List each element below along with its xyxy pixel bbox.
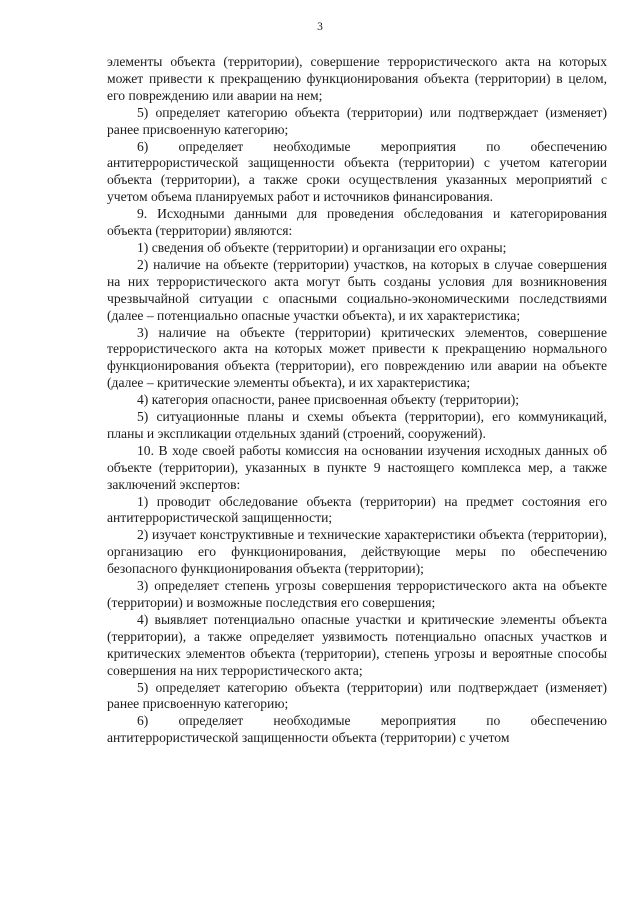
list-item-6-measures: 6) определяет необходимые мероприятия по обеспечению антитеррористической защищенности объекта (территории) с учетом категории объекта (территории), а также сроки осуществления указанных мероприятий с учетом объема планируемых работ и источников финансирования.	[107, 138, 607, 205]
clause-10-item-3: 3) определяет степень угрозы совершения террористического акта на объекте (территории) и возможные последствия его совершения;	[107, 578, 607, 610]
clause-9-item-3: 3) наличие на объекте (территории) критических элементов, совершение террористического акта на которых может привести к прекращению нормального функционирования объекта (территории), его повреждению или аварии на объекте (далее – критические элементы объекта), и их характеристика;	[107, 324, 607, 391]
clause-9-item-5: 5) ситуационные планы и схемы объекта (территории), его коммуникаций, планы и экспликации отдельных зданий (строений, сооружений).	[107, 409, 607, 441]
clause-9-item-1: 1) сведения об объекте (территории) и организации его охраны;	[137, 239, 507, 255]
clause-9-item-2: 2) наличие на объекте (территории) участков, на которых в случае совершения на них террористического акта могут быть созданы условия для возникновения чрезвычайной ситуации с опасными социально-экономическими последствиями (далее – потенциально опасные участки объекта), и их характеристика;	[107, 256, 607, 323]
clause-10-item-1: 1) проводит обследование объекта (территории) на предмет состояния его антитеррористической защищенности;	[107, 493, 607, 526]
clause-10-intro: 10. В ходе своей работы комиссия на основании изучения исходных данных об объекте (территории), указанных в пункте 9 настоящего комплекса мер, а также заключений экспертов:	[107, 442, 607, 492]
clause-10-item-6: 6) определяет необходимые мероприятия по обеспечению антитеррористической защищенности объекта (территории) с учетом	[107, 713, 607, 746]
clause-10-item-4: 4) выявляет потенциально опасные участки и критические элементы объекта (территории), а также определяет уязвимость потенциально опасных участков и критических элементов объекта (территории), степень угрозы и вероятные способы совершения на них террористического акта;	[107, 611, 607, 678]
paragraph-continuation: элементы объекта (территории), совершение террористического акта на которых может привести к прекращению функционирования объекта (территории) в целом, его повреждению или аварии на нем;	[107, 54, 607, 103]
clause-10-item-2: 2) изучает конструктивные и технические характеристики объекта (территории), организацию его функционирования, действующие меры по обеспечению безопасного функционирования объекта (территории);	[107, 527, 607, 577]
document-body	[107, 54, 607, 747]
clause-9-item-4: 4) категория опасности, ранее присвоенная объекту (территории);	[137, 392, 520, 408]
clause-9-intro: 9. Исходными данными для проведения обследования и категорирования объекта (территории) являются:	[107, 206, 607, 239]
clause-10-item-5: 5) определяет категорию объекта (территории) или подтверждает (изменяет) ранее присвоенную категорию;	[107, 679, 607, 712]
list-item-5-category: 5) определяет категорию объекта (территории) или подтверждает (изменяет) ранее присвоенную категорию;	[107, 104, 607, 137]
page-number: 3	[317, 21, 323, 33]
